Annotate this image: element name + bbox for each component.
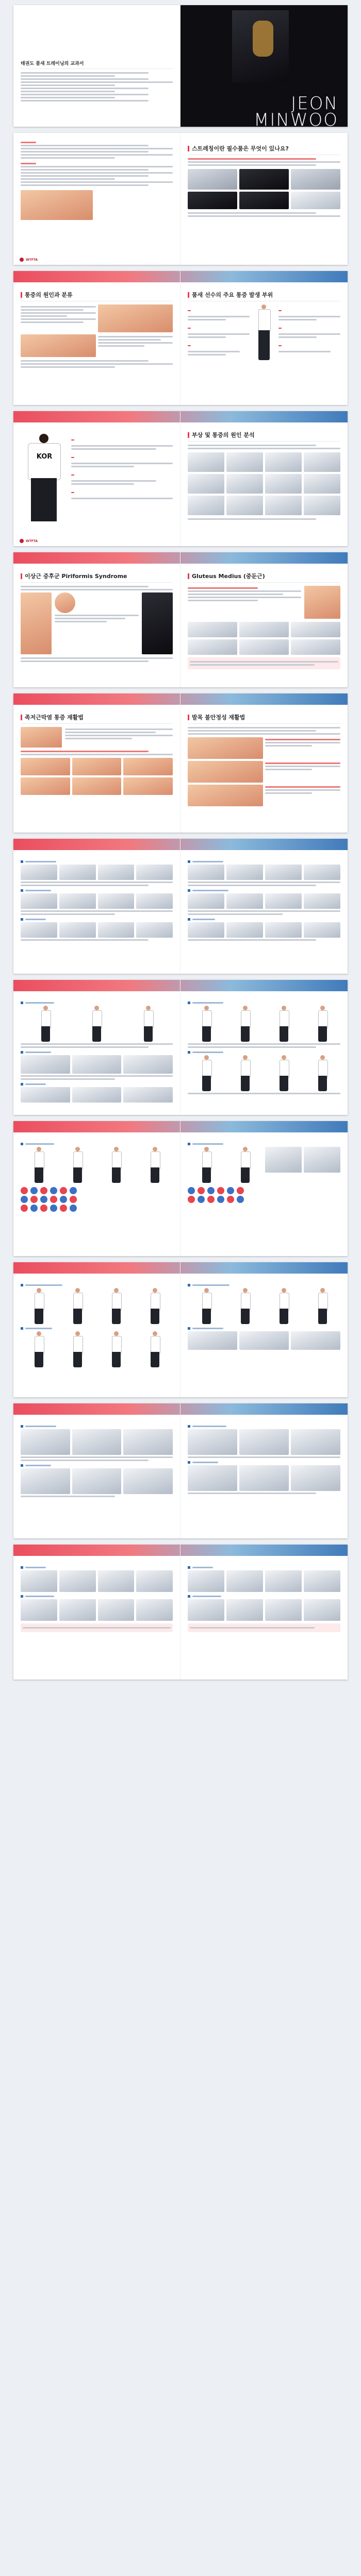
spread-5	[13, 552, 348, 687]
foot-pattern	[188, 1187, 340, 1205]
footwork-page	[13, 1121, 180, 1256]
anatomy-illustration	[98, 304, 173, 332]
equipment-photo	[188, 169, 237, 190]
cover-name-line2: MINWOO	[254, 110, 338, 127]
spread-2	[13, 133, 348, 265]
gluteus-medius-page	[180, 552, 348, 687]
profile-title: 태권도 품새 트레이닝의 교과서	[21, 61, 84, 66]
anatomy-illustration	[21, 592, 52, 654]
section-title: 족저근막염 통증 재활법	[21, 713, 173, 721]
spread-6	[13, 693, 348, 833]
section-title: 통증의 원인과 분류	[21, 291, 173, 299]
foot-pattern	[21, 1187, 173, 1213]
exercise-grid	[188, 622, 340, 655]
intro-page	[13, 133, 180, 265]
exercise-page	[180, 980, 348, 1115]
pain-causes-page	[13, 271, 180, 405]
spread-cover	[13, 5, 348, 127]
exercise-page	[180, 1403, 348, 1538]
cover-name-line1: JEON	[291, 93, 338, 114]
spread-8	[13, 980, 348, 1115]
equipment-photo	[291, 169, 340, 190]
athlete-figure	[254, 304, 274, 361]
intro-photo	[21, 190, 93, 220]
footwork-page	[180, 1121, 348, 1256]
section-title: 품새 선수의 주요 통증 발생 부위	[188, 291, 340, 299]
kor-page: KOR WTFTA	[13, 411, 180, 546]
anatomy-illustration	[21, 334, 96, 357]
equipment-photo	[291, 192, 340, 209]
exercise-page	[180, 1545, 348, 1680]
spread-3	[13, 271, 348, 405]
spread-9	[13, 1121, 348, 1256]
athlete-back-figure	[21, 434, 67, 521]
athlete-photo	[232, 10, 289, 82]
kor-label: KOR	[36, 453, 53, 461]
section-title: 부상 및 통증의 원인 분석	[188, 431, 340, 439]
piriformis-page	[13, 552, 180, 687]
pain-sites-page	[180, 271, 348, 405]
exercise-page	[180, 839, 348, 974]
stance-grid	[188, 452, 340, 515]
tip-box	[188, 657, 340, 669]
brand-logo: WTFTA	[20, 258, 38, 262]
equipment-page	[180, 133, 348, 265]
equipment-grid	[188, 169, 340, 209]
section-title: 이상근 증후군 Piriformis Syndrome	[21, 572, 173, 580]
anatomy-illustration	[304, 586, 340, 619]
section-title: 발목 불안정성 재활법	[188, 713, 340, 721]
section-title: 스트레칭이란 필수품은 무엇이 있나요?	[188, 144, 340, 152]
spread-7	[13, 839, 348, 974]
section-title: Gluteus Medius (중둔근)	[188, 572, 340, 580]
exercise-page	[13, 839, 180, 974]
exercise-page	[13, 1262, 180, 1397]
cover-name	[254, 95, 338, 127]
injury-analysis-page	[180, 411, 348, 546]
equipment-photo	[239, 169, 289, 190]
profile-page	[13, 5, 180, 127]
spread-10	[13, 1262, 348, 1397]
exercise-page	[13, 1545, 180, 1680]
spread-4	[13, 411, 348, 546]
plantar-page	[13, 693, 180, 833]
exercise-page	[13, 980, 180, 1115]
equipment-photo	[239, 192, 289, 209]
spread-12	[13, 1545, 348, 1680]
equipment-photo	[188, 192, 237, 209]
spread-11	[13, 1403, 348, 1538]
ankle-page	[180, 693, 348, 833]
stretch-photo	[142, 592, 173, 654]
exercise-page	[180, 1262, 348, 1397]
cover-page	[180, 5, 348, 127]
exercise-page	[13, 1403, 180, 1538]
